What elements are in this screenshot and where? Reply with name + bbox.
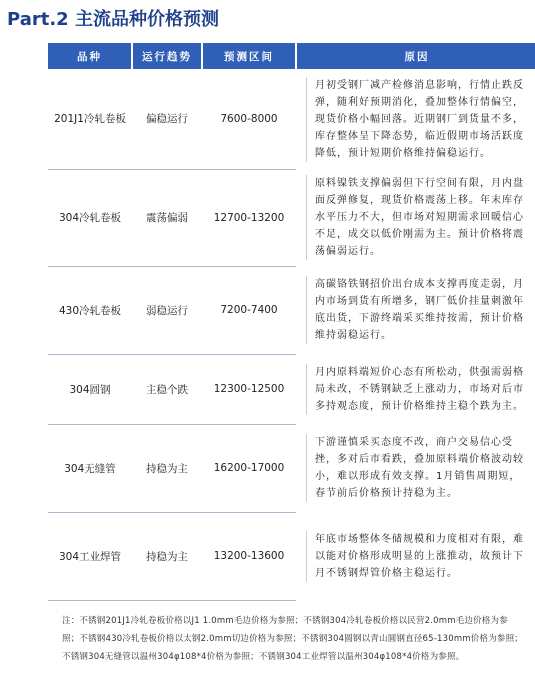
- product-cell: 201J1冷轧卷板: [48, 69, 132, 169]
- reason-cell: 下游谨慎采买态度不改，商户交易信心受挫，多对后市看跌，叠加原料端价格波动较小，难以形成有效支撑。1月销售周期短，春节前后价格预计持稳为主。: [306, 434, 529, 502]
- product-cell: 430冷轧卷板: [48, 266, 132, 354]
- range-cell: 7200-7400: [202, 266, 296, 354]
- table-row: [48, 169, 535, 266]
- range-cell: 12300-12500: [202, 354, 296, 424]
- range-cell: 13200-13600: [202, 512, 296, 600]
- product-cell: 304冷轧卷板: [48, 169, 132, 266]
- table-row: [48, 69, 535, 169]
- table-row: [48, 424, 535, 512]
- table-header-row: [48, 43, 535, 69]
- table-row: [48, 354, 535, 424]
- product-cell: 304圆钢: [48, 354, 132, 424]
- header-reason: 原因: [296, 43, 535, 69]
- product-cell: 304工业焊管: [48, 512, 132, 600]
- header-product: 品种: [48, 43, 132, 69]
- reason-cell: 月内原料端短价心态有所松动，供强需弱格局未改，不锈钢缺乏上涨动力，市场对后市多持观态度，预计价格维持主稳个跌为主。: [306, 364, 529, 415]
- range-cell: 16200-17000: [202, 424, 296, 512]
- trend-cell: 主稳个跌: [132, 354, 202, 424]
- reason-cell: 月初受钢厂减产检修消息影响，行情止跌反弹，随利好预期消化，叠加整体行情偏空，现货价格小幅回落。近期钢厂到货量不多，库存整体呈下降态势，临近假期市场活跃度降低，预计短期价格维持偏稳运行。: [306, 77, 529, 162]
- trend-cell: 弱稳运行: [132, 266, 202, 354]
- table-row: [48, 266, 535, 354]
- header-trend: 运行趋势: [132, 43, 202, 69]
- trend-cell: 偏稳运行: [132, 69, 202, 169]
- reason-cell: 年底市场整体冬储规模和力度相对有限，难以能对价格形成明显的上涨推动，故预计下月不锈钢焊管价格主稳运行。: [306, 531, 529, 582]
- reason-cell: 原料镍铁支撑偏弱但下行空间有限，月内盘面反弹修复，现货价格震荡上移。年末库存水平压力不大，但市场对短期需求回暖信心不足，成交以低价刚需为主。预计价格将震荡偏弱运行。: [306, 175, 529, 260]
- table-row: [48, 512, 535, 600]
- trend-cell: 持稳为主: [132, 512, 202, 600]
- price-forecast-table: [48, 43, 535, 601]
- header-range: 预测区间: [202, 43, 296, 69]
- trend-cell: 震荡偏弱: [132, 169, 202, 266]
- trend-cell: 持稳为主: [132, 424, 202, 512]
- reason-cell: 高碳铬铁钢招价出台成本支撑再度走弱，月内市场到货有所增多，钢厂低价挂量刺激年底出货，下游终端采买维持按需，预计价格维持弱稳运行。: [306, 276, 529, 344]
- range-cell: 7600-8000: [202, 69, 296, 169]
- range-cell: 12700-13200: [202, 169, 296, 266]
- footnote: 注：不锈钢201J1冷轧卷板价格以J1 1.0mm毛边价格为参照；不锈钢304冷轧卷板价格以民营2.0mm毛边价格为参照；不锈钢430冷轧卷板价格以太钢2.0mm切边价格为参照；不锈钢304圆钢以青山圆钢直径65-130mm价格为参照；不锈钢304无缝管以温州304φ108*4价格为参照；不锈钢304工业焊管以温州304φ108*4价格为参照。: [62, 616, 523, 662]
- page-title: Part.2 主流品种价格预测: [7, 9, 219, 30]
- product-cell: 304无缝管: [48, 424, 132, 512]
